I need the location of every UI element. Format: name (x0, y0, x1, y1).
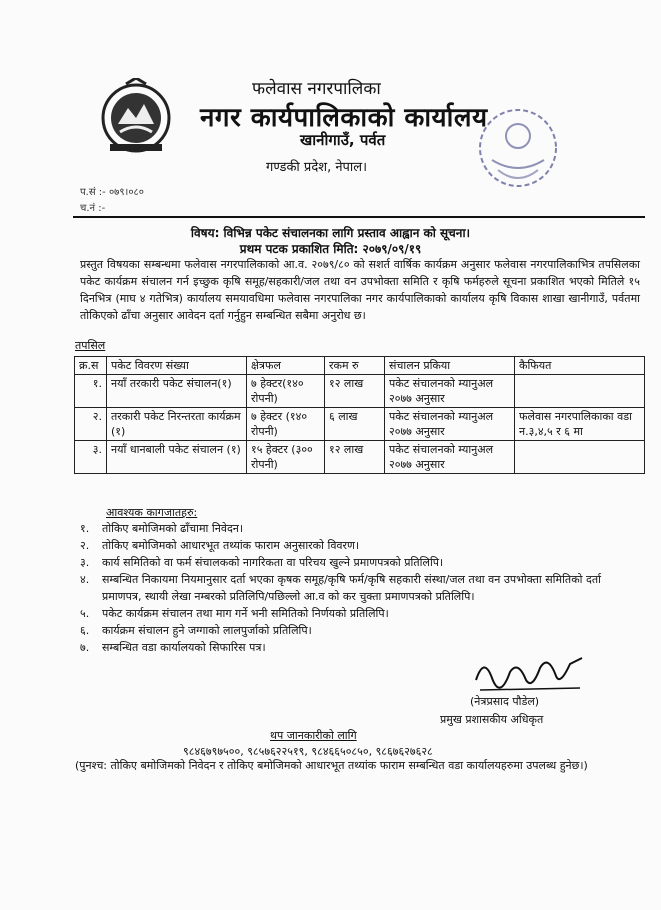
cell-remarks (515, 441, 645, 474)
postscript-note: (पुनश्च: तोकिए बमोजिमको निवेदन र तोकिए बमोजिमको आधारभूत तथ्यांक फाराम सम्बन्धित वडा कार्यालयहरुमा उपलब्ध हुनेछ।) (75, 759, 588, 772)
tapsil-label: तपसिल (75, 339, 106, 352)
header-divider (73, 216, 645, 218)
nepal-emblem-logo (96, 78, 176, 154)
cell-description: नयाँ धानबाली पकेट संचालन (१) (107, 441, 247, 474)
signatory-title: प्रमुख प्रशासकीय अधिकृत (440, 713, 544, 726)
cell-area: १५ हेक्टर (३०० रोपनी) (247, 441, 325, 474)
cell-process: पकेट संचालनको म्यानुअल २०७७ अनुसार (385, 441, 515, 474)
cell-process: पकेट संचालनको म्यानुअल २०७७ अनुसार (385, 375, 515, 408)
signatory-name: (नेत्रप्रसाद पौडेल) (470, 695, 540, 708)
patra-sankhya: प.सं :- ०७९।०८० (80, 187, 144, 198)
contact-phones: ९८४६७९७५००, ९८५७६२२५१९, ९८४६६५०८५०, ९८६७६२७६२८ (183, 745, 433, 758)
list-item: ७. सम्बन्धित वडा कार्यालयको सिफारिस पत्र। (80, 641, 266, 654)
table-header-row (75, 357, 645, 375)
cell-amount: ६ लाख (325, 408, 385, 441)
header-area: क्षेत्रफल (247, 357, 325, 375)
office-name: नगर कार्यपालिकाको कार्यालय (200, 103, 488, 133)
list-item: ४. सम्बन्धित निकायमा नियमानुसार दर्ता भएका कृषक समूह/कृषि फर्म/कृषि सहकारी संस्था/जल तथा वन उपभोक्ता समितिको दर्ता प्रमाणपत्र, स्थायी लेखा नम्बरको प्रतिलिपि/पछिल्लो आ.व को कर चुक्ता प्रमाणपत्रको प्रतिलिपि। (80, 573, 601, 603)
signature (470, 650, 590, 696)
header-process: संचालन प्रकिया (385, 357, 515, 375)
header-amount: रकम रु (325, 357, 385, 375)
requirements-title: आवश्यक कागजातहरु: (106, 506, 198, 519)
cell-remarks (515, 375, 645, 408)
municipality-name: फलेवास नगरपालिका (252, 79, 381, 99)
chalani-number: च.नं :- (80, 203, 106, 214)
list-item: २. तोकिए बमोजिमको आधारभूत तथ्यांक फाराम अनुसारको विवरण। (80, 539, 360, 552)
requirements-list (80, 520, 640, 656)
notice-subject: विषय: विभिन्न पकेट संचालनका लागि प्रस्ताव आह्वान को सूचना। (190, 226, 471, 240)
pocket-table (74, 356, 645, 474)
published-date: प्रथम पटक प्रकाशित मिति: २०७९/०९/१९ (239, 242, 422, 256)
header-remarks: कैफियत (515, 357, 645, 375)
list-item: ६. कार्यक्रम संचालन हुने जग्गाको लालपुर्जाको प्रतिलिपि। (80, 624, 312, 637)
cell-sn: २. (75, 408, 107, 441)
cell-area: ७ हेक्टर (१४० रोपनी) (247, 408, 325, 441)
list-item: ३. कार्य समितिको वा फर्म संचालकको नागरिकता वा परिचय खुल्ने प्रमाणपत्रको प्रतिलिपि। (80, 556, 444, 569)
cell-area: ७ हेक्टर(१४० रोपनी) (247, 375, 325, 408)
cell-sn: ३. (75, 441, 107, 474)
cell-description: नयाँ तरकारी पकेट संचालन(१) (107, 375, 247, 408)
table-row (75, 375, 645, 408)
table-row (75, 408, 645, 441)
cell-process: पकेट संचालनको म्यानुअल २०७७ अनुसार (385, 408, 515, 441)
list-item: ५. पकेट कार्यक्रम संचालन तथा माग गर्ने भनी समितिको निर्णयको प्रतिलिपि। (80, 607, 389, 620)
notice-body: प्रस्तुत विषयका सम्बन्धमा फलेवास नगरपालिकाको आ.व. २०७९/८० को सशर्त वार्षिक कार्यक्रम अनुसार फलेवास नगरपालिकाभित्र तपसिलका पकेट कार्यक्रम संचालन गर्न इच्छुक कृषि समूह/सहकारी/जल तथा वन उपभोक्ता समिति र कृषि फर्महरुले सूचना प्रकाशित भएको मितिले १५ दिनभित्र (माघ ४ गतेभित्र) कार्यालय समयावधिमा फलेवास नगरपालिका नगर कार्यपालिकाको कार्यालय कृषि विकास शाखा खानीगाउँ, पर्वतमा तोकिएको ढाँचा अनुसार आवेदन दर्ता गर्नुहुन सम्बन्धित सबैमा अनुरोध छ। (80, 258, 640, 322)
cell-sn: १. (75, 375, 107, 408)
cell-amount: १२ लाख (325, 375, 385, 408)
office-location: खानीगाउँ, पर्वत (300, 131, 386, 149)
table-row (75, 441, 645, 474)
cell-amount: १२ लाख (325, 441, 385, 474)
header-sn: क्र.स (75, 357, 107, 375)
list-item: १. तोकिए बमोजिमको ढाँचामा निवेदन। (80, 522, 244, 535)
contact-title: थप जानकारीको लागि (270, 729, 357, 742)
province-name: गण्डकी प्रदेश, नेपाल। (266, 160, 368, 175)
header-pocket-description: पकेट विवरण संख्या (107, 357, 247, 375)
cell-remarks: फलेवास नगरपालिकाका वडा न.३,४,५ र ६ मा (515, 408, 645, 441)
cell-description: तरकारी पकेट निरन्तरता कार्यक्रम (१) (107, 408, 247, 441)
